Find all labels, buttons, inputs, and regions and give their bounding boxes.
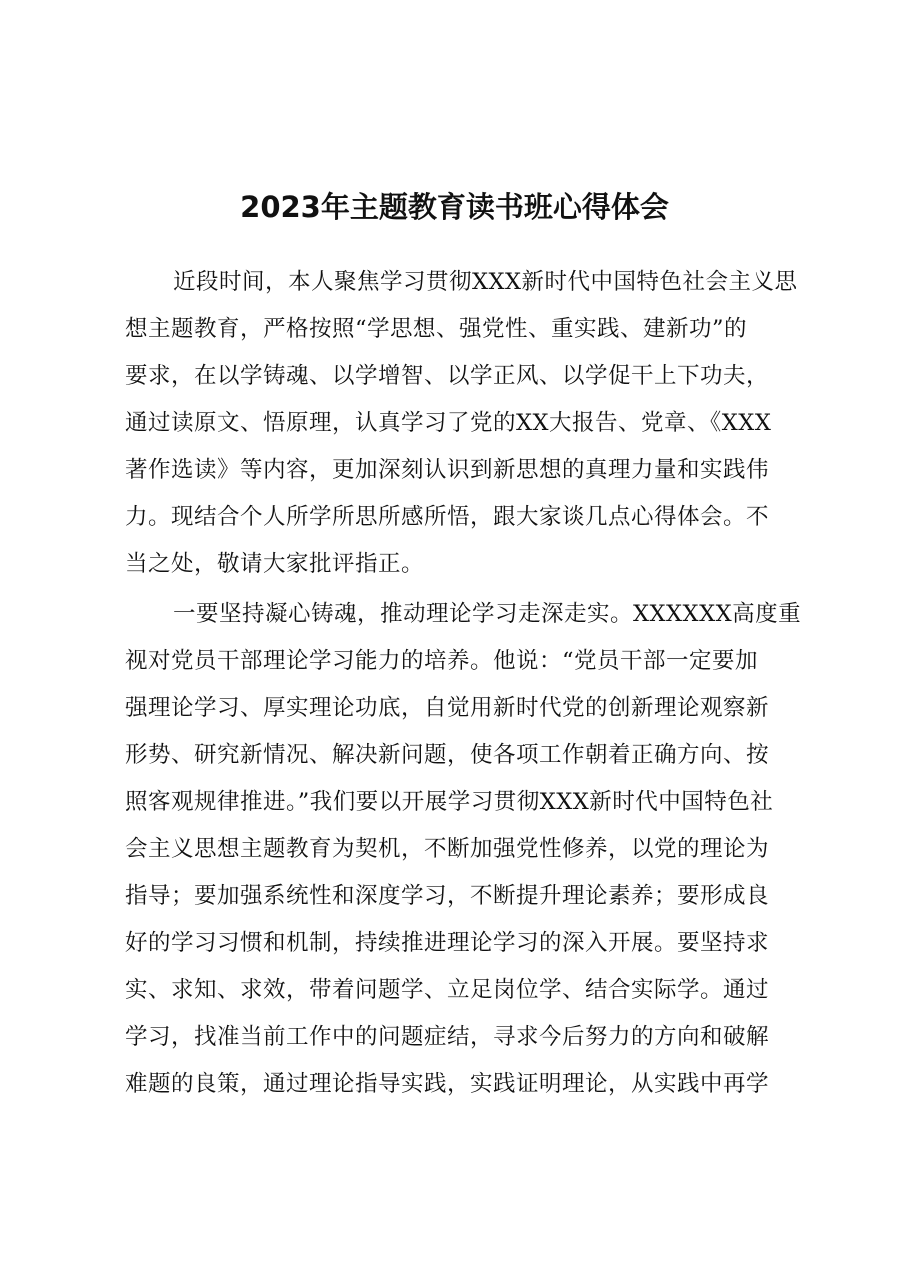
paragraph-2-line-11: 难题的良策，通过理论指导实践，实践证明理论，从实践中再学	[125, 1071, 770, 1097]
document-title: 2023年主题教育读书班心得体会	[240, 190, 669, 224]
paragraph-2-line-9: 实、求知、求效，带着问题学、立足岗位学、结合实际学。通过	[125, 977, 770, 1003]
paragraph-1-line-7: 当之处，敬请大家批评指正。	[125, 551, 425, 577]
paragraph-2-line-5: 照客观规律推进。”我们要以开展学习贯彻XXX新时代中国特色社	[125, 789, 774, 815]
paragraph-1-line-3: 要求，在以学铸魂、以学增智、以学正风、以学促干上下功夫，	[125, 363, 770, 389]
paragraph-2-line-8: 好的学习习惯和机制，持续推进理论学习的深入开展。要坚持求	[125, 930, 770, 956]
paragraph-2-line-3: 强理论学习、厚实理论功底，自觉用新时代党的创新理论观察新	[125, 695, 770, 721]
paragraph-1-line-6: 力。现结合个人所学所思所感所悟，跟大家谈几点心得体会。不	[125, 504, 770, 530]
paragraph-2-line-4: 形势、研究新情况、解决新问题，使各项工作朝着正确方向、按	[125, 742, 770, 768]
paragraph-1-line-4: 通过读原文、悟原理，认真学习了党的XX大报告、党章、《XXX	[125, 410, 772, 436]
paragraph-2-line-2: 视对党员干部理论学习能力的培养。他说：“党员干部一定要加	[125, 648, 759, 674]
paragraph-2-line-6: 会主义思想主题教育为契机，不断加强党性修养，以党的理论为	[125, 836, 770, 862]
paragraph-2-line-7: 指导；要加强系统性和深度学习，不断提升理论素养；要形成良	[125, 883, 770, 909]
paragraph-1-line-2: 想主题教育，严格按照“学思想、强党性、重实践、建新功”的	[125, 316, 748, 342]
paragraph-2-line-1: 一要坚持凝心铸魂，推动理论学习走深走实。XXXXXX高度重	[173, 601, 802, 627]
paragraph-1-line-5: 著作选读》等内容，更加深刻认识到新思想的真理力量和实践伟	[125, 457, 770, 483]
paragraph-1-line-1: 近段时间，本人聚焦学习贯彻XXX新时代中国特色社会主义思	[173, 269, 798, 295]
paragraph-2-line-10: 学习，找准当前工作中的问题症结，寻求今后努力的方向和破解	[125, 1024, 770, 1050]
